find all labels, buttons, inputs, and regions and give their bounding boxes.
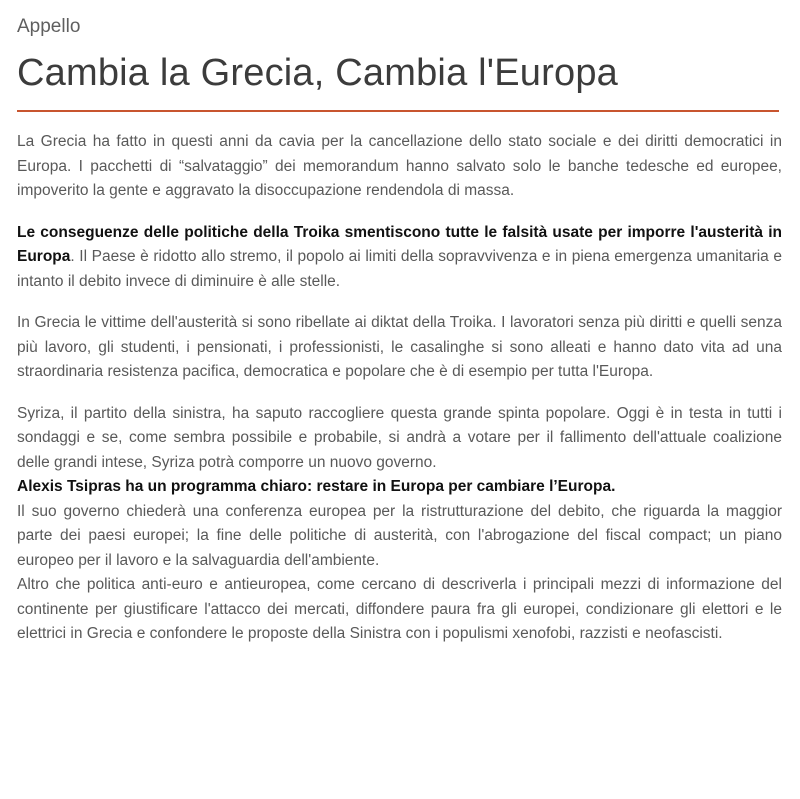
paragraph-2	[17, 221, 782, 295]
paragraph-2-text: . Il Paese è ridotto allo stremo, il popolo ai limiti della sopravvivenza e in piena emergenza umanitaria e intanto il debito invece di diminuire è alle stelle.	[17, 248, 782, 290]
paragraph-7: Altro che politica anti-euro e antieuropea, come cercano di descriverla i principali mezzi di informazione del continente per giustificare l'attacco dei mercati, diffondere paura fra gli europei, condizionare gli elettori e le elettrici in Grecia e confondere le proposte della Sinistra con i populismi xenofobi, razzisti e neofascisti.	[17, 576, 782, 642]
section-kicker: Appello	[17, 16, 81, 37]
paragraph-2-bold-lead: Le conseguenze delle politiche della Troika smentiscono tutte le falsità usate per imporre l'austerità in Europa	[17, 223, 782, 265]
paragraph-1: La Grecia ha fatto in questi anni da cavia per la cancellazione dello stato sociale e dei diritti democratici in Europa. I pacchetti di “salvataggio” dei memorandum hanno salvato solo le banche tedesche ed europee, impoverito la gente e aggravato la disoccupazione rendendola di massa.	[17, 133, 782, 199]
paragraph-4: Syriza, il partito della sinistra, ha saputo raccogliere questa grande spinta popolare. Oggi è in testa in tutti i sondaggi e se, come sembra possibile e probabile, si andrà a votare per il fallimento dell'attuale coalizione delle grandi intese, Syriza potrà comporre un nuovo governo.	[17, 404, 782, 471]
paragraph-3: In Grecia le vittime dell'austerità si sono ribellate ai diktat della Troika. I lavoratori senza più diritti e quelli senza più lavoro, gli studenti, i pensionati, i professionisti, le casalinghe si sono alleati e hanno dato vita ad una straordinaria resistenza pacifica, democratica e popolare che è di esempio per tutta l'Europa.	[17, 314, 782, 380]
paragraph-6: Il suo governo chiederà una conferenza europea per la ristrutturazione del debito, che riguarda la maggior parte dei paesi europei; la fine delle politiche di austerità, con l'abrogazione del fiscal compact; un piano europeo per il lavoro e la salvaguardia dell'ambiente.	[17, 502, 782, 569]
article-body	[17, 130, 782, 647]
page-title: Cambia la Grecia, Cambia l'Europa	[17, 52, 618, 94]
paragraph-5-bold-statement: Alexis Tsipras ha un programma chiaro: restare in Europa per cambiare l’Europa.	[17, 478, 616, 495]
title-divider	[17, 110, 779, 112]
